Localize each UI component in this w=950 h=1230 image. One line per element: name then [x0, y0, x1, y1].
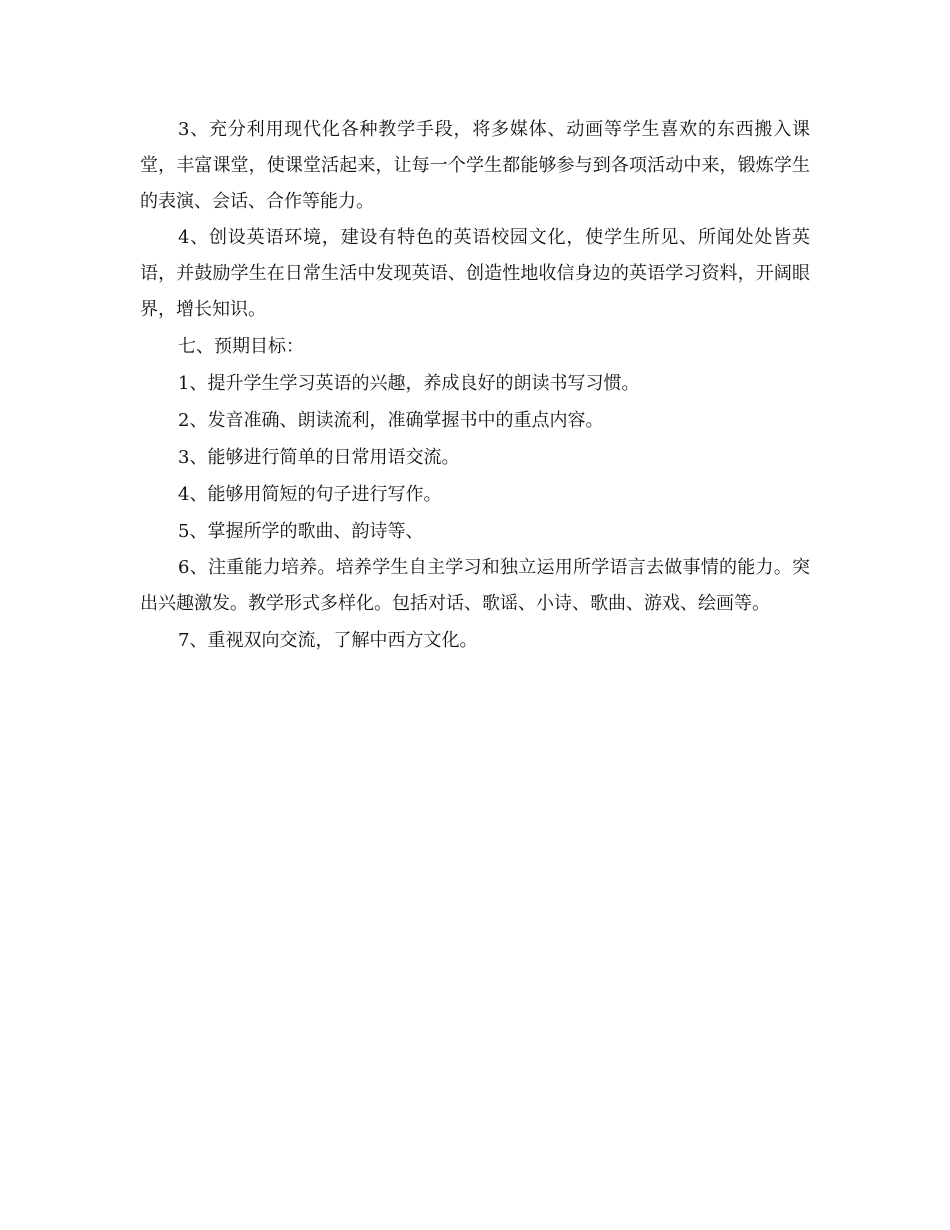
document-body	[140, 112, 810, 659]
goal-item-3: 3、能够进行简单的日常用语交流。	[178, 447, 460, 468]
goal-item-2: 2、发音准确、朗读流利，准确掌握书中的重点内容。	[178, 410, 604, 431]
section-heading-expected-goals: 七、预期目标：	[178, 336, 304, 357]
goal-item-4: 4、能够用简短的句子进行写作。	[178, 484, 442, 505]
goal-item-5: 5、掌握所学的歌曲、韵诗等、	[178, 521, 424, 542]
goal-item-6: 6、注重能力培养。培养学生自主学习和独立运用所学语言去做事情的能力。突出兴趣激发。教学形式多样化。包括对话、歌谣、小诗、歌曲、游戏、绘画等。	[140, 557, 810, 614]
paragraph-english-environment: 4、创设英语环境，建设有特色的英语校园文化，使学生所见、所闻处处皆英语，并鼓励学生在日常生活中发现英语、创造性地收信身边的英语学习资料，开阔眼界，增长知识。	[140, 227, 810, 320]
goal-item-1: 1、提升学生学习英语的兴趣，养成良好的朗读书写习惯。	[178, 373, 640, 394]
goal-item-7: 7、重视双向交流，了解中西方文化。	[178, 630, 478, 651]
paragraph-teaching-methods: 3、充分利用现代化各种教学手段，将多媒体、动画等学生喜欢的东西搬入课堂，丰富课堂，使课堂活起来，让每一个学生都能够参与到各项活动中来，锻炼学生的表演、会话、合作等能力。	[140, 119, 810, 212]
